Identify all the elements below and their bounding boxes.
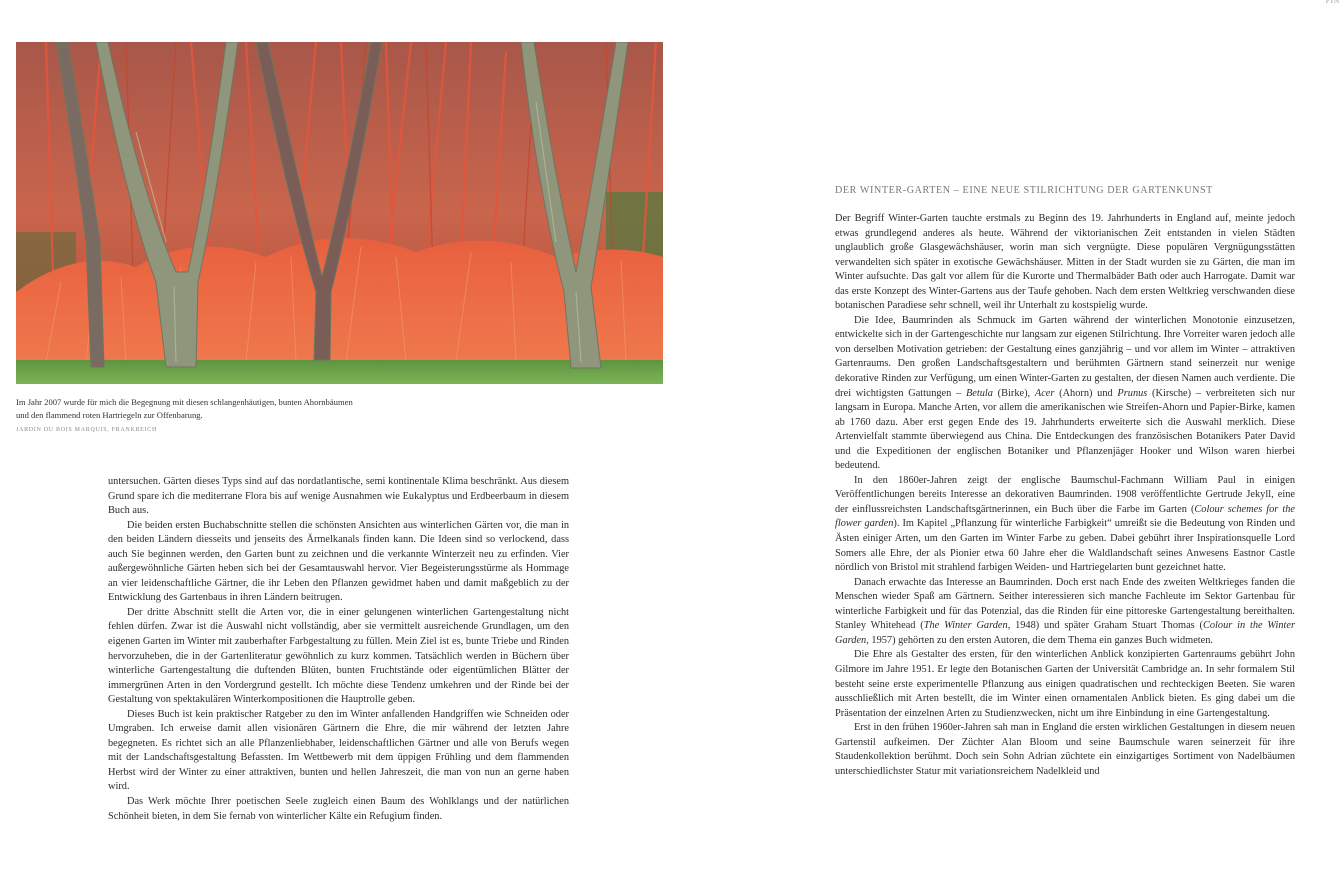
- paragraph: Der dritte Abschnitt stellt die Arten vor, die in einer gelungenen winterlichen Gartengestaltung nicht fehlen dürfen. Zwar ist die Auswahl nicht vollständig, aber sie vermittelt ausreichende Grundlagen, um den eigenen Garten im Winter mit zauberhafter Farbgestaltung zu füllen. Mein Ziel ist es, bunte Triebe und Rinden hervorzuheben, die in der Gartenliteratur gewöhnlich zu kurz kommen. Tatsächlich werden in Büchern über winterliche Gartengestaltung die duftenden Blüten, bunten Fruchtstände oder eigentümlichen Blätter der immergrünen Arten in den Vordergrund gestellt. Ich möchte diese Tendenz umkehren und der Rinde bei der Gestaltung von spektakulären Winterkompositionen die Hauptrolle geben.: [108, 606, 569, 706]
- right-text-column: [835, 212, 1295, 779]
- genus-prunus: Prunus: [1117, 387, 1148, 399]
- page-marker: FIN: [1325, 0, 1340, 5]
- paragraph: [835, 576, 1295, 649]
- paragraph: [835, 314, 1295, 474]
- text-run: Danach erwachte das Interesse an Baumrinden. Doch erst nach Ende des zweiten Weltkrieges fanden die Menschen wieder Spaß am Gärtnern. Seither interessieren sich manche Fachleute im Sektor Gartenbau für winterliche Farbigkeit und für das Potenzial, das die Rinden für eine pittoreske Gartengestaltung bereithalten. Stanley Whitehead (: [835, 576, 1295, 632]
- book-title: The Winter Garden: [923, 620, 1008, 632]
- text-run: (Kirsche) – verbreiteten sich nur langsam in Europa. Manche Arten, vor allem die amerikanischen wie Streifen-Ahorn und Papier-Birke, kamen ab 1760 dazu. Aber erst gegen Ende des 19. Jahrhunderts erweiterte sich die Auswahl merklich. Diese Artenvielfalt stammte überwiegend aus China. Die Entdeckungen des französischen Botanikers Pater David und die Expeditionen der englischen Botaniker und Pflanzenjäger Hooker und Wilson waren hierbei bedeutend.: [835, 387, 1296, 472]
- paragraph: Erst in den frühen 1960er-Jahren sah man in England die ersten wirklichen Gestaltungen in diesem neuen Gartenstil aufkeimen. Der Züchter Alan Bloom und seine Baumschule waren seinerzeit für ihre Staudenkollektion berühmt. Doch sein Sohn Adrian züchtete ein einzigartiges Sortiment von Nadelbäumen unterschiedlichster Statur mit variationsreichem Nadelkleid und: [835, 722, 1295, 777]
- text-run: , 1948) und später Graham Stuart Thomas (: [1007, 620, 1203, 632]
- paragraph: [835, 474, 1295, 576]
- text-run: In den 1860er-Jahren zeigt der englische Baumschul-Fachmann William Paul in einigen Veröffentlichungen bereits Interesse an dekorativen Baumrinden. 1908 veröffentlichte Gertrude Jekyll, eine der einflussreichsten Landschaftsgärtnerinnen, ein Buch über die Farbe im Garten (: [835, 474, 1295, 515]
- paragraph: Die beiden ersten Buchabschnitte stellen die schönsten Ansichten aus winterlichen Gärten vor, die man in den beiden Ländern diesseits und jenseits des Ärmelkanals finden kann. Die Ideen sind so verlockend, dass auch Sie beginnen werden, den Garten bunt zu zeichnen und die verkannte Winterzeit neu zu erfinden. Vier außergewöhnliche Gärten heben sich bei der Gesamtauswahl hervor. Vier Begeisterungsstürme als Hommage an vier leidenschaftliche Gärtner, die ihr Leben den Pflanzen gewidmet haben und damit maßgeblich zu der Entwicklung des Gartenbaus in ihren Ländern beitrugen.: [108, 519, 569, 604]
- left-text-column: [108, 475, 569, 824]
- text-run: , 1957) gehörten zu den ersten Autoren, die dem Thema ein ganzes Buch widmeten.: [866, 634, 1214, 646]
- text-run: (Birke),: [992, 387, 1035, 399]
- text-run: (Ahorn) und: [1054, 387, 1118, 399]
- text-run: Die Idee, Baumrinden als Schmuck im Garten während der winterlichen Monotonie einzusetzen, entwickelte sich in der Gartengeschichte nur langsam zur eigenen Stilrichtung. Ihre Vorreiter waren jedoch alle von derselben Motivation getrieben: der Gestaltung eines ganzjährig – und vor allem im Winter – attraktiven Gartenraums. Den großen Landschaftsgestaltern und berühmten Gärtnern stand seinerzeit nur wenige dekorative Rinden zur Verfügung, um einen Winter-Garten zu gestalten, der diesen Namen auch verdiente. Die drei wichtigsten Gattungen –: [835, 314, 1295, 399]
- section-heading: DER WINTER-GARTEN – EINE NEUE STILRICHTUNG DER GARTENKUNST: [835, 185, 1213, 196]
- book-title: Colour schemes for the flower garden: [835, 503, 1295, 530]
- genus-betula: Betula: [965, 387, 993, 399]
- genus-acer: Acer: [1034, 387, 1055, 399]
- book-title: Colour in the Winter Garden: [835, 620, 1295, 646]
- garden-photo: [16, 42, 663, 384]
- paragraph: Der Begriff Winter-Garten tauchte erstmals zu Beginn des 19. Jahrhunderts in England auf, meinte jedoch etwas grundlegend anderes als heute. Während der viktorianischen Zeit entstanden in vielen Städten unglaublich große Glasgewächshäuser, worin man sich vergnügte. Diese populären Vergnügungsstätten verwandelten sich später in exotische Gewächshäuser. Mitten in der Stadt wurden sie zu Gärten, die man im Winter aufsuchte. Das galt vor allem für die Kurorte und Thermalbäder Bath oder auch Harrogate. Damit war das erste Konzept des Winter-Gartens aus der Taufe gehoben. Nach dem ersten Weltkrieg verschwanden diese botanischen Paradiese sehr schnell, weil ihr Unterhalt zu kostspielig wurde.: [835, 213, 1295, 312]
- photo-credit: JARDIN DU BOIS MARQUIS, FRANKREICH: [16, 427, 157, 433]
- paragraph: untersuchen. Gärten dieses Typs sind auf das nordatlantische, semi kontinentale Klima beschränkt. Aus diesem Grund spare ich die mediterrane Flora bis auf wenige Ausnahmen wie Eukalyptus und Erdbeerbaum in diesem Buch aus.: [108, 476, 569, 517]
- paragraph: Das Werk möchte Ihrer poetischen Seele zugleich einen Baum des Wohlklangs und der natürlichen Schönheit bieten, in dem Sie fernab von winterlicher Kälte ein Refugium finden.: [108, 796, 569, 822]
- paragraph: Dieses Buch ist kein praktischer Ratgeber zu den im Winter anfallenden Handgriffen wie Schneiden oder Umgraben. Ich erweise damit allen visionären Gärtnern die Ehre, die mir während der letzten Jahre begegneten. Es richtet sich an alle Pflanzenliebhaber, leidenschaftlichen Gärtner und alle von Berufs wegen mit der Landschaftsgestaltung Befassten. Im Wettbewerb mit dem üppigen Frühling und dem flammenden Herbst wird der Winter zu einer attraktiven, bunten und hellen Jahreszeit, die man von nun an gerne haben wird.: [108, 708, 569, 793]
- paragraph: Die Ehre als Gestalter des ersten, für den winterlichen Anblick konzipierten Gartenraums gebührt John Gilmore im Jahre 1951. Er legte den Botanischen Garten der Universität Cambridge an. In sehr formalem Stil besteht seine erste experimentelle Pflanzung aus einigen quadratischen und rechteckigen Beeten. Sie waren ausschließlich mit Arten bestellt, die im Winter einen ornamentalen Anblick bieten. Es ging dabei um die Präsentation der einzelnen Arten zu Studienzwecken, nicht um ihre Einbindung in eine Gartengestaltung.: [835, 649, 1295, 719]
- text-run: ). Im Kapitel „Pflanzung für winterliche Farbigkeit“ umreißt sie die Bedeutung von Rinden und Ästen einiger Arten, um den Garten im Winter Farbe zu geben. Dabei gebührt ihrer Inspirationsquelle Lord Somers alle Ehre, der als Pionier etwa 60 Jahre eher die Waldlandschaft seines Anwesens Eastnor Castle nördlich von Bristol mit strahlend farbigen Weiden- und Hartriegelarten bunt gezeichnet hatte.: [835, 518, 1295, 574]
- photo-caption: Im Jahr 2007 wurde für mich die Begegnung mit diesen schlangenhäutigen, bunten Ahornbäumen und den flammend roten Hartriegeln zur Offenbarung.: [16, 397, 353, 421]
